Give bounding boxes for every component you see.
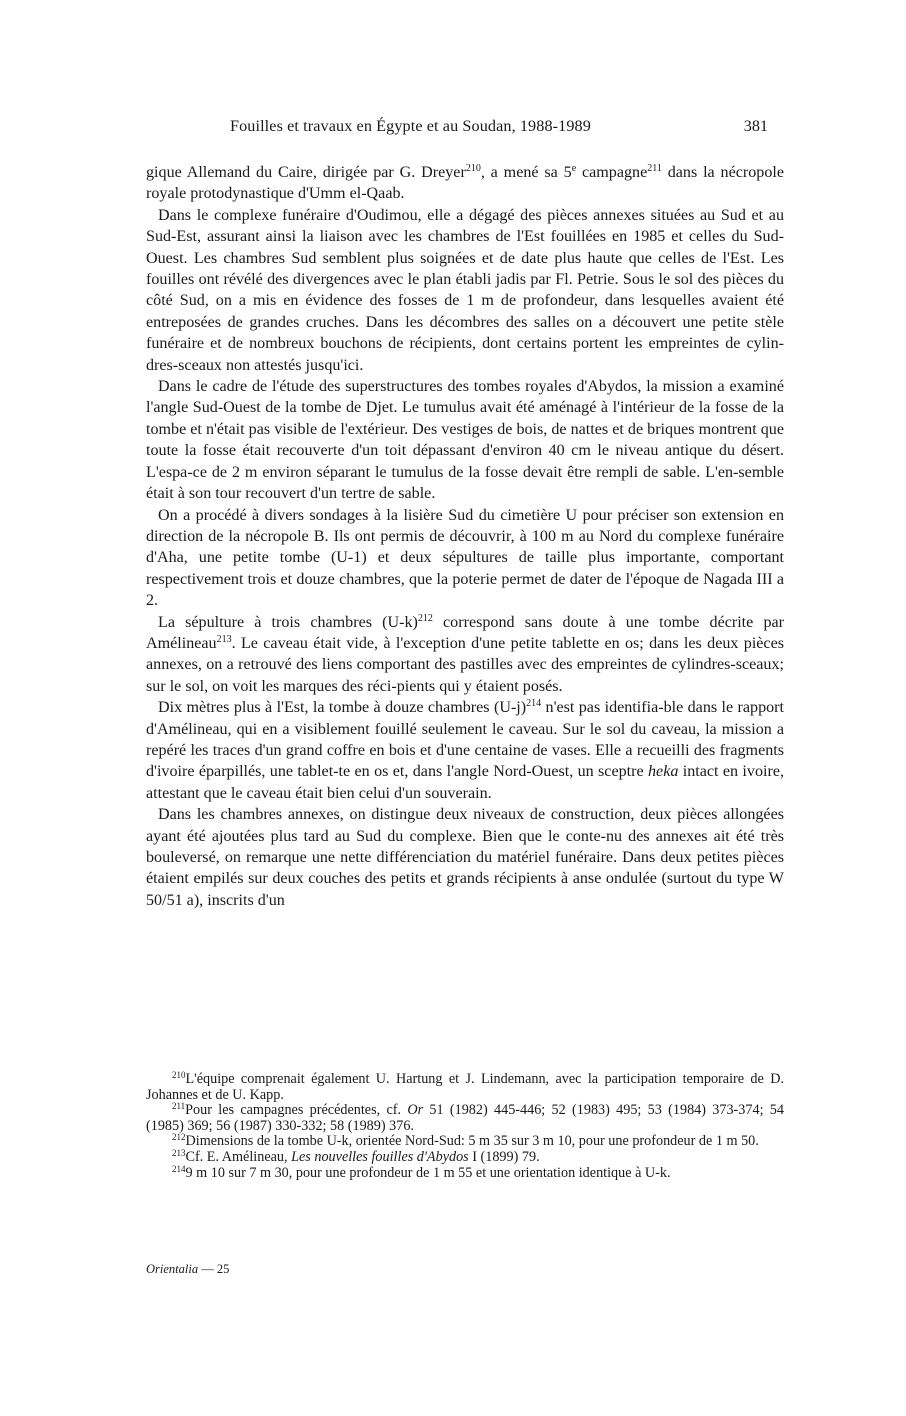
footnote-ref-210: 210 (465, 163, 481, 174)
signature-mark: — 25 (198, 1262, 230, 1276)
running-header (146, 117, 768, 139)
footnotes (146, 1072, 784, 1181)
main-text (146, 162, 784, 911)
footnote-ref-211: 211 (647, 163, 662, 174)
journal-name: Orientalia (146, 1262, 199, 1276)
page-footer (146, 1262, 229, 1277)
footnote-211: $^{211}$Pour les campagnes précédentes, cf. Or 51 (1982) 445-446; 52 (1983) 495; 53 (1984) 373-374; 54 (1985) 369; 56 (1987) 330-332; 58 (1989) 376. (146, 1101, 784, 1134)
footnote-ref-214: 214 (526, 698, 542, 710)
paragraph-6: Dix mètres plus à l'Est, la tombe à douze chambres $(U-j)^{214}$ n'est pas identifia-ble dans le rapport d'Amélineau, qui en a visiblement fouillé seulement le caveau. Sur le sol du caveau, la mission a repéré les traces d'un grand coffre en bois et d'une centaine de vases. Elle a recueilli des fragments d'ivoire éparpillés, une tablet-te en os et, dans l'angle Nord-Ouest, un sceptre heka intact en ivoire, attestant que le caveau était bien celui d'un souverain. (146, 698, 785, 802)
paragraph-2: Dans le complexe funéraire d'Oudimou, elle a dégagé des pièces annexes situées au Sud et au Sud-Est, assurant ainsi la liaison avec les chambres de l'Est fouillées en 1985 et celles du Sud-Ouest. Les chambres Sud semblent plus soignées et de date plus haute que celles de l'Est. Les fouilles ont révélé des divergences avec le plan établi jadis par Fl. Petrie. Sous le sol des pièces du côté Sud, on a mis en évidence des fosses de 1 m de profondeur, dans lesquelles avaient été entreposées de grandes cruches. Dans les décombres des salles on a découvert une petite stèle funéraire et de nombreux bouchons de récipients, dont certains portent les empreintes de cylin-dres-sceaux non attestés jusqu'ici. (146, 206, 784, 374)
paragraph-1: gique Allemand du Caire, dirigée par G. Dreyer$^{210}$, a mené sa 5e campagne$^{211}$ dans la nécropole royale protodynastique d'Umm el-Qaab. (146, 163, 784, 203)
footnote-212: $^{212}$Dimensions de la tombe U-k, orientée Nord-Sud: 5 m 35 sur 3 m 10, pour une profondeur de 1 m 50. (172, 1132, 759, 1150)
footnote-ref-212: 212 (417, 612, 433, 624)
footnote-214: $^{214}$9 m 10 sur 7 m 30, pour une profondeur de 1 m 55 et une orientation identique à U-k. (172, 1163, 671, 1181)
paragraph-4: On a procédé à divers sondages à la lisière Sud du cimetière U pour préciser son extension en direction de la nécropole B. Ils ont permis de découvrir, à 100 m au Nord du complexe funéraire d'Aha, une petite tombe (U-1) et deux sépultures de taille plus importante, comportant respectivement trois et douze chambres, que la poterie permet de dater de l'époque de Nagada III a 2. (146, 506, 784, 610)
paragraph-7: Dans les chambres annexes, on distingue deux niveaux de construction, deux pièces allongées ayant été ajoutées plus tard au Sud du complexe. Bien que le conte-nu des annexes ait été très bouleversé, on remarque une nette différenciation du matériel funéraire. Dans deux petites pièces étaient empilés sur deux couches des petits et grands récipients à anse ondulée (surtout du type W 50/51 a), inscrits d'un (146, 806, 784, 909)
footnote-213: $^{213}$Cf. E. Amélineau, Les nouvelles fouilles d'Abydos I (1899) 79. (172, 1147, 540, 1165)
paragraph-5: La sépulture à trois chambres $(U-k)^{212}$ correspond sans doute à une tombe décrite par Amélineau$^{213}$. Le caveau était vide, à l'exception d'une petite tablette en os; dans les deux pièces annexes, on a retrouvé des liens comportant des pastilles avec des empreintes de cylindres-sceaux; sur le sol, on voit les marques des réci-pients qui y étaient posés. (146, 612, 784, 695)
running-title: Fouilles et travaux en Égypte et au Soudan, 1988-1989 (230, 117, 591, 135)
footnote-210: $^{210}$L'équipe comprenait également U. Hartung et J. Lindemann, avec la participation temporaire de D. Johannes et de U. Kapp. (146, 1070, 784, 1103)
footnote-ref-213: 213 (216, 633, 232, 645)
paragraph-3: Dans le cadre de l'étude des superstructures des tombes royales d'Abydos, la mission a examiné l'angle Sud-Ouest de la tombe de Djet. Le tumulus avait été aménagé à l'intérieur de la fosse de la tombe et n'était pas visible de l'extérieur. Des vestiges de bois, de nattes et de briques montrent que toute la fosse était recouverte d'un toit dépassant d'environ 40 cm le niveau antique du désert. L'espa-ce de 2 m environ séparant le tumulus de la fosse devait être rempli de sable. L'en-semble était à son tour recouvert d'un tertre de sable. (146, 378, 784, 503)
page-number: 381 (743, 117, 768, 135)
